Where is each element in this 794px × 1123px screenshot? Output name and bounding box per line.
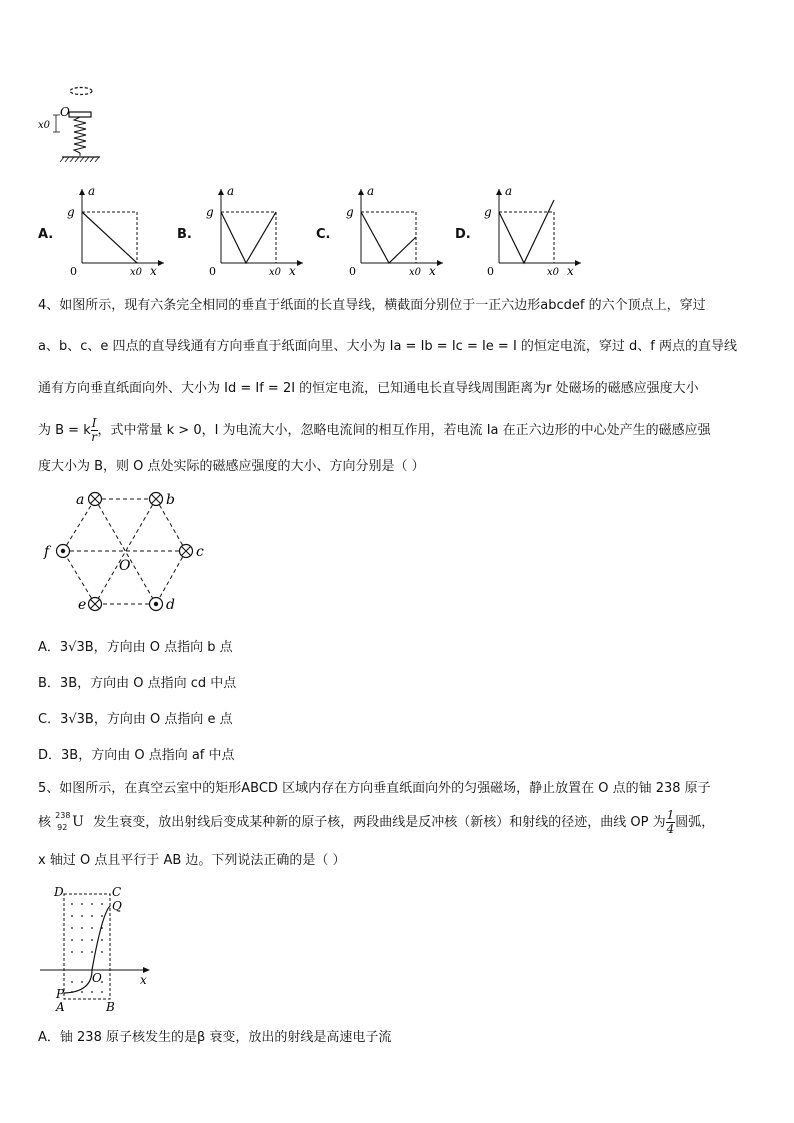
q5-line-2-post-a: 发生衰变，放出射线后变成某种新的原子核，两段曲线是反冲核（新核）和射线的径迹，曲线 OP 为 (93, 815, 666, 830)
nuclide (55, 810, 89, 836)
nuclide-symbol: U (72, 813, 84, 830)
q4-line-3: 通有方向垂直纸面向外、大小为 Id = If = 2I 的恒定电流，已知通电长直导线周围距离为r 处磁场的磁感应强度大小 (38, 381, 699, 396)
q4-line-2: a、b、c、e 四点的直导线通有方向垂直于纸面向里、大小为 Ia = Ib = Ic = Ie = I 的恒定电流，穿过 d、f 两点的直导线 (38, 339, 738, 354)
graph-d-g-label: g (484, 205, 492, 219)
q4-formula-fraction (91, 417, 98, 444)
q5-line-2-pre: 核 (38, 815, 52, 830)
chamber-label-O: O (92, 971, 102, 985)
q4-fraction-numerator: I (91, 416, 97, 430)
hexagon-label-a: a (76, 492, 85, 508)
q5-line-3: x 轴过 O 点且平行于 AB 边。下列说法正确的是（ ） (38, 853, 346, 868)
graph-d-origin-label: 0 (487, 265, 494, 278)
graph-option-d-label: D. (455, 227, 471, 242)
graph-d-y-label: a (505, 184, 513, 198)
q5-quarter-fraction (666, 809, 676, 836)
graph-b (199, 183, 309, 278)
q5-line-2-post-b: 圆弧， (675, 815, 715, 830)
graph-c (339, 183, 449, 278)
chamber-label-x: x (140, 973, 147, 987)
nuclide-mass-number: 238 (55, 810, 71, 820)
q4-fraction-denominator: r (91, 430, 97, 444)
q4-line-4-post: ，式中常量 k > 0，I 为电流大小，忽略电流间的相互作用，若电流 Ia 在正六边形的中心处产生的磁感应强 (97, 423, 711, 438)
chamber-label-D: D (54, 885, 64, 899)
q4-line-4-pre: 为 B = k (38, 423, 91, 438)
graph-b-x-label: x (289, 264, 296, 278)
spring-height-label: x0 (38, 120, 51, 131)
hexagon-label-c: c (196, 544, 204, 560)
graph-option-b-label: B. (177, 227, 192, 242)
graph-c-x0-label: x0 (409, 267, 422, 278)
graph-b-y-label: a (227, 184, 235, 198)
graph-option-c-label: C. (316, 227, 331, 242)
q4-line-4 (38, 416, 711, 446)
hexagon-label-d: d (166, 597, 175, 613)
graph-c-origin-label: 0 (349, 265, 356, 278)
graph-a-g-label: g (67, 205, 75, 219)
q5-line-1: 5、如图所示，在真空云室中的矩形ABCD 区域内存在方向垂直纸面向外的匀强磁场，静止放置在 O 点的铀 238 原子 (38, 781, 711, 796)
hexagon-label-e: e (78, 597, 87, 613)
hexagon-label-f: f (44, 544, 50, 560)
q4-option-a[interactable]: A．3√3B，方向由 O 点指向 b 点 (38, 640, 233, 655)
graph-a-x0-label: x0 (130, 267, 143, 278)
chamber-label-Q: Q (112, 899, 122, 913)
q4-option-d[interactable]: D．3B，方向由 O 点指向 af 中点 (38, 748, 235, 763)
cloud-chamber-figure (36, 884, 156, 1014)
graph-b-g-label: g (206, 205, 214, 219)
graph-b-origin-label: 0 (209, 265, 216, 278)
q5-line-2 (38, 806, 714, 840)
chamber-label-P: P (56, 987, 65, 1001)
q4-line-5: 度大小为 B，则 O 点处实际的磁感应强度的大小、方向分别是（ ） (38, 459, 425, 474)
graph-d-x0-label: x0 (547, 267, 560, 278)
graph-option-a-label: A. (38, 227, 54, 242)
q4-option-c[interactable]: C．3√3B，方向由 O 点指向 e 点 (38, 712, 233, 727)
graph-a-y-label: a (88, 184, 96, 198)
q5-fraction-numerator: 1 (666, 808, 675, 822)
q5-fraction-denominator: 4 (666, 822, 675, 836)
hexagon-center-label: O (119, 558, 131, 574)
chamber-label-C: C (112, 885, 122, 899)
graph-d-x-label: x (567, 264, 574, 278)
hexagon-label-b: b (166, 492, 175, 508)
graph-a-origin-label: 0 (70, 265, 77, 278)
q4-option-b[interactable]: B．3B，方向由 O 点指向 cd 中点 (38, 676, 237, 691)
graph-d (477, 183, 587, 278)
graph-c-x-label: x (429, 264, 436, 278)
chamber-label-A: A (56, 1000, 65, 1014)
graph-a-x-label: x (150, 264, 157, 278)
chamber-label-B: B (106, 1000, 115, 1014)
graph-b-x0-label: x0 (269, 267, 282, 278)
nuclide-atomic-number: 92 (57, 822, 68, 832)
spring-origin-label: O (60, 105, 70, 119)
graph-a (60, 183, 170, 278)
q4-line-1: 4、如图所示，现有六条完全相同的垂直于纸面的长直导线，横截面分别位于一正六边形abcdef 的六个顶点上，穿过 (38, 298, 706, 313)
hexagon-figure (38, 486, 218, 616)
graph-c-g-label: g (346, 205, 354, 219)
spring-figure (36, 82, 106, 164)
q5-option-a[interactable]: A．铀 238 原子核发生的是β 衰变，放出的射线是高速电子流 (38, 1030, 392, 1045)
graph-c-y-label: a (367, 184, 375, 198)
